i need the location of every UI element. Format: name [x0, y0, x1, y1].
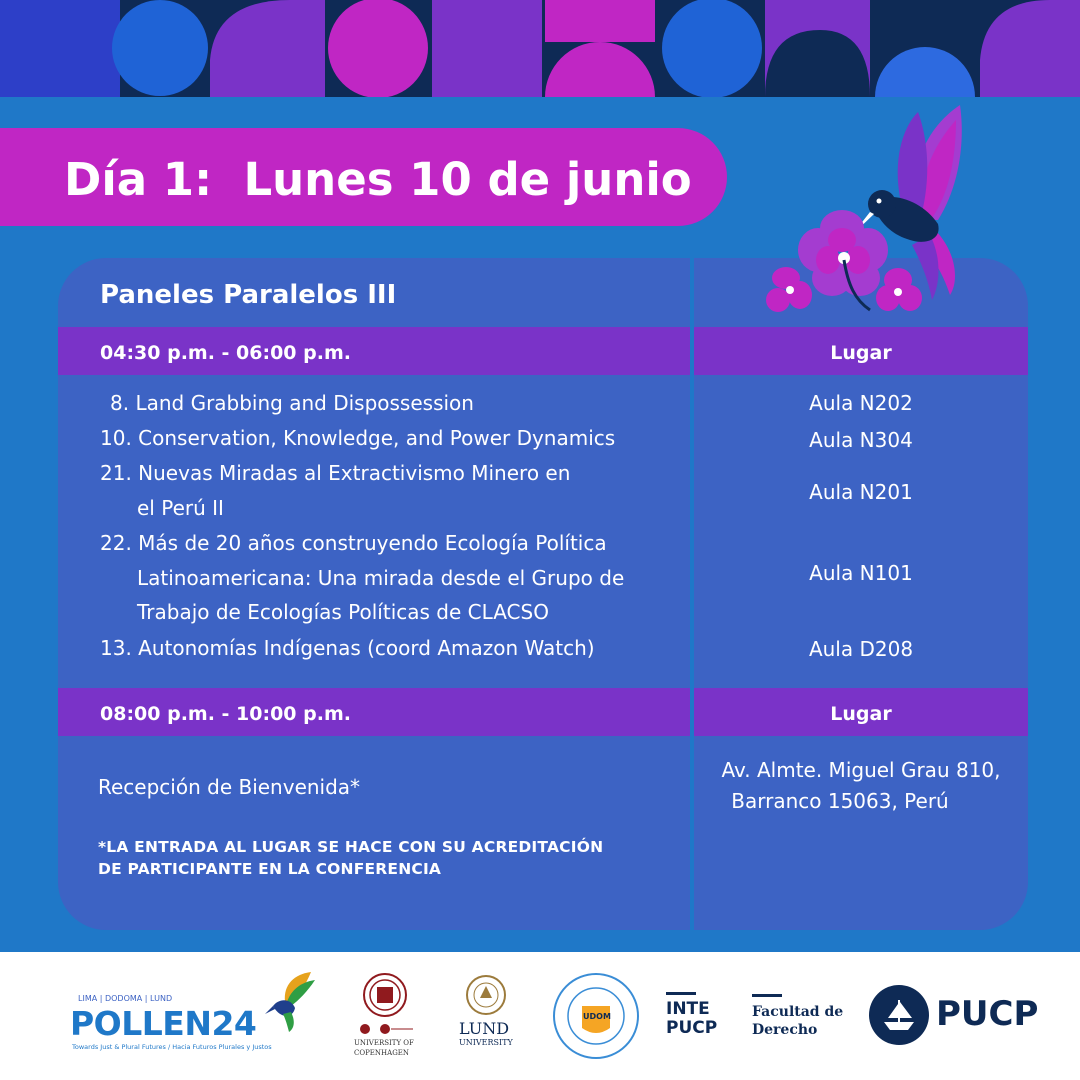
university-of-copenhagen-logo: UNIVERSITY OF COPENHAGEN: [350, 972, 420, 1062]
inte-pucp-logo: INTE PUCP: [666, 992, 728, 1042]
footer-logos: [0, 952, 1080, 1080]
facultad-de-derecho-logo: Facultad de Derecho: [752, 994, 852, 1044]
panel-item-10: 10. Conservation, Knowledge, and Power Dynamics: [100, 426, 616, 450]
panel-item-21-continuation: el Perú II: [137, 496, 224, 520]
room-item-13: Aula D208: [808, 637, 914, 661]
room-item-8: Aula N202: [809, 391, 913, 415]
session-2-time: 08:00 p.m. - 10:00 p.m.: [100, 703, 351, 725]
room-item-21: Aula N201: [809, 480, 913, 504]
lund-university-logo: LUND UNIVERSITY: [455, 974, 525, 1054]
panel-item-21: 21. Nuevas Miradas al Extractivismo Minero en: [100, 461, 571, 485]
copenhagen-seal-icon: [362, 972, 408, 1018]
panel-heading: Paneles Paralelos III: [100, 280, 397, 310]
decorative-top-band: [0, 0, 1080, 97]
day-title: Día 1: Lunes 10 de junio: [64, 153, 692, 206]
access-note-line-2: DE PARTICIPANTE EN LA CONFERENCIA: [98, 860, 442, 878]
pucp-logo: PUCP: [868, 984, 1048, 1048]
room-item-10: Aula N304: [809, 428, 913, 452]
address-line-1: Av. Almte. Miguel Grau 810,: [721, 758, 1001, 782]
panel-item-22-continuation-2: Trabajo de Ecologías Políticas de CLACSO: [137, 600, 549, 624]
room-item-22: Aula N101: [809, 561, 913, 585]
lund-seal-icon: [465, 974, 507, 1016]
pollen24-logo: LIMA | DODOMA | LUND POLLEN24 Towards Just & Plural Futures / Hacia Futuros Plurales y Justos: [70, 972, 320, 1052]
welcome-reception: Recepción de Bienvenida*: [98, 775, 361, 799]
panel-item-8: 8. Land Grabbing and Dispossession: [110, 391, 474, 415]
access-note-line-1: *LA ENTRADA AL LUGAR SE HACE CON SU ACREDITACIÓN: [98, 838, 604, 856]
session-2-place-header: Lugar: [830, 703, 892, 725]
university-of-dodoma-logo: UDOM: [552, 972, 640, 1060]
address-line-2: Barranco 15063, Perú: [731, 789, 949, 813]
pucp-shield-icon: [868, 984, 930, 1046]
session-1-place-header: Lugar: [830, 342, 892, 364]
program-panel: [58, 258, 1028, 930]
hummingbird-illustration: [760, 100, 990, 315]
session-1-time: 04:30 p.m. - 06:00 p.m.: [100, 342, 351, 364]
panel-item-22-continuation-1: Latinoamericana: Una mirada desde el Grupo de: [137, 566, 625, 590]
panel-item-13: 13. Autonomías Indígenas (coord Amazon Watch): [100, 636, 595, 660]
panel-item-22: 22. Más de 20 años construyendo Ecología Política: [100, 531, 607, 555]
pollen-hummingbird-icon: [265, 972, 317, 1032]
